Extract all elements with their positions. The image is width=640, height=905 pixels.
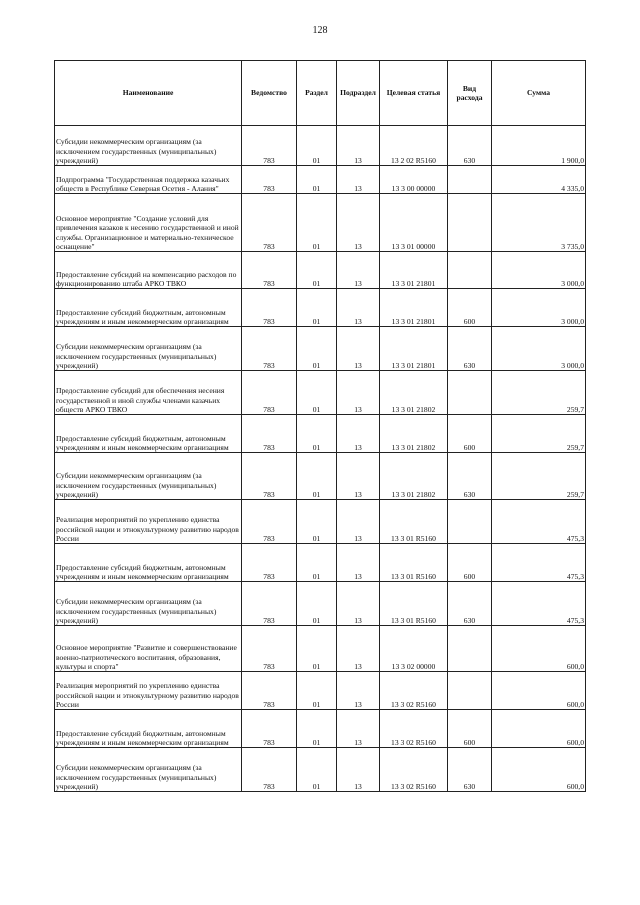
row-dept-cell: 783 (242, 626, 297, 672)
header-subsection: Подраздел (337, 61, 380, 126)
row-type-cell: 630 (448, 126, 492, 166)
row-name-cell: Реализация мероприятий по укреплению единства российской нации и этнокультурному развитию народов России (55, 500, 242, 544)
row-dept-cell: 783 (242, 710, 297, 748)
row-sum-cell: 475,3 (492, 500, 586, 544)
row-subsection-cell: 13 (337, 500, 380, 544)
table-row (55, 453, 586, 500)
row-section-cell: 01 (297, 500, 337, 544)
header-dept: Ведомство (242, 61, 297, 126)
row-type-cell (448, 672, 492, 710)
table-row (55, 126, 586, 166)
header-name: Наименование (55, 61, 242, 126)
row-subsection-cell: 13 (337, 582, 380, 626)
row-name-cell: Предоставление субсидий бюджетным, автономным учреждениям и иным некоммерческим организациям (55, 415, 242, 453)
table-row (55, 500, 586, 544)
row-type-cell (448, 500, 492, 544)
row-section-cell: 01 (297, 194, 337, 252)
row-target-cell: 13 3 02 R5160 (380, 710, 448, 748)
row-name-cell: Предоставление субсидий бюджетным, автономным учреждениям и иным некоммерческим организациям (55, 544, 242, 582)
row-subsection-cell: 13 (337, 126, 380, 166)
row-target-cell: 13 3 01 R5160 (380, 544, 448, 582)
row-type-cell: 630 (448, 453, 492, 500)
row-type-cell: 600 (448, 544, 492, 582)
row-sum-cell: 600,0 (492, 748, 586, 792)
row-name-cell: Основное мероприятие "Создание условий для привлечения казаков к несению государственной и иной службы. Организационное и материально-техническое оснащение" (55, 194, 242, 252)
row-name-cell: Субсидии некоммерческим организациям (за исключением государственных (муниципальных) учреждений) (55, 327, 242, 371)
row-type-cell (448, 626, 492, 672)
row-sum-cell: 475,3 (492, 544, 586, 582)
table-row (55, 166, 586, 194)
header-target: Целевая статья (380, 61, 448, 126)
row-target-cell: 13 3 01 21801 (380, 252, 448, 289)
row-subsection-cell: 13 (337, 453, 380, 500)
row-name-cell: Предоставление субсидий на компенсацию расходов по функционированию штаба АРКО ТВКО (55, 252, 242, 289)
row-sum-cell: 3 735,0 (492, 194, 586, 252)
row-type-cell: 600 (448, 710, 492, 748)
table-row (55, 327, 586, 371)
row-type-cell (448, 166, 492, 194)
row-subsection-cell: 13 (337, 166, 380, 194)
row-sum-cell: 3 000,0 (492, 289, 586, 327)
row-subsection-cell: 13 (337, 672, 380, 710)
row-name-cell: Предоставление субсидий для обеспечения несения государственной и иной службы членами казачьих обществ АРКО ТВКО (55, 371, 242, 415)
row-target-cell: 13 3 01 21802 (380, 453, 448, 500)
row-subsection-cell: 13 (337, 252, 380, 289)
row-name-cell: Подпрограмма "Государственная поддержка казачьих обществ в Республике Северная Осетия - Алания" (55, 166, 242, 194)
row-section-cell: 01 (297, 252, 337, 289)
row-section-cell: 01 (297, 710, 337, 748)
row-name-cell: Предоставление субсидий бюджетным, автономным учреждениям и иным некоммерческим организациям (55, 289, 242, 327)
table-row (55, 415, 586, 453)
row-subsection-cell: 13 (337, 194, 380, 252)
row-sum-cell: 3 000,0 (492, 252, 586, 289)
row-subsection-cell: 13 (337, 327, 380, 371)
row-sum-cell: 600,0 (492, 710, 586, 748)
row-type-cell: 600 (448, 415, 492, 453)
row-target-cell: 13 3 02 R5160 (380, 672, 448, 710)
row-sum-cell: 259,7 (492, 371, 586, 415)
row-target-cell: 13 3 00 00000 (380, 166, 448, 194)
row-dept-cell: 783 (242, 415, 297, 453)
table-row (55, 194, 586, 252)
row-subsection-cell: 13 (337, 626, 380, 672)
row-type-cell (448, 371, 492, 415)
table-row (55, 252, 586, 289)
row-dept-cell: 783 (242, 327, 297, 371)
row-target-cell: 13 3 02 R5160 (380, 748, 448, 792)
row-dept-cell: 783 (242, 748, 297, 792)
row-dept-cell: 783 (242, 194, 297, 252)
row-dept-cell: 783 (242, 371, 297, 415)
row-section-cell: 01 (297, 626, 337, 672)
row-sum-cell: 1 900,0 (492, 126, 586, 166)
row-name-cell: Основное мероприятие "Развитие и совершенствование военно-патриотического воспитания, образования, культуры и спорта" (55, 626, 242, 672)
row-dept-cell: 783 (242, 252, 297, 289)
row-type-cell: 630 (448, 327, 492, 371)
table-row (55, 544, 586, 582)
row-section-cell: 01 (297, 453, 337, 500)
row-name-cell: Предоставление субсидий бюджетным, автономным учреждениям и иным некоммерческим организациям (55, 710, 242, 748)
row-sum-cell: 4 335,0 (492, 166, 586, 194)
row-dept-cell: 783 (242, 582, 297, 626)
page-number: 128 (312, 25, 328, 36)
row-subsection-cell: 13 (337, 544, 380, 582)
row-target-cell: 13 3 02 00000 (380, 626, 448, 672)
row-section-cell: 01 (297, 748, 337, 792)
row-section-cell: 01 (297, 289, 337, 327)
row-dept-cell: 783 (242, 672, 297, 710)
row-target-cell: 13 3 01 21802 (380, 415, 448, 453)
table-row (55, 626, 586, 672)
row-section-cell: 01 (297, 371, 337, 415)
row-target-cell: 13 2 02 R5160 (380, 126, 448, 166)
table-row (55, 289, 586, 327)
row-sum-cell: 259,7 (492, 415, 586, 453)
table-row (55, 582, 586, 626)
row-name-cell: Субсидии некоммерческим организациям (за исключением государственных (муниципальных) учреждений) (55, 453, 242, 500)
row-name-cell: Реализация мероприятий по укреплению единства российской нации и этнокультурному развитию народов России (55, 672, 242, 710)
budget-table (54, 60, 586, 792)
row-name-cell: Субсидии некоммерческим организациям (за исключением государственных (муниципальных) учреждений) (55, 582, 242, 626)
row-section-cell: 01 (297, 327, 337, 371)
table-header-row (55, 61, 586, 126)
row-section-cell: 01 (297, 672, 337, 710)
row-target-cell: 13 3 01 00000 (380, 194, 448, 252)
row-target-cell: 13 3 01 21802 (380, 371, 448, 415)
row-sum-cell: 475,3 (492, 582, 586, 626)
row-section-cell: 01 (297, 544, 337, 582)
row-sum-cell: 3 000,0 (492, 327, 586, 371)
row-section-cell: 01 (297, 415, 337, 453)
row-dept-cell: 783 (242, 289, 297, 327)
row-target-cell: 13 3 01 21801 (380, 289, 448, 327)
row-dept-cell: 783 (242, 453, 297, 500)
table-row (55, 748, 586, 792)
table-row (55, 672, 586, 710)
row-target-cell: 13 3 01 R5160 (380, 500, 448, 544)
header-sum: Сумма (492, 61, 586, 126)
row-type-cell: 600 (448, 289, 492, 327)
row-subsection-cell: 13 (337, 748, 380, 792)
row-type-cell: 630 (448, 582, 492, 626)
row-type-cell (448, 194, 492, 252)
row-sum-cell: 259,7 (492, 453, 586, 500)
row-name-cell: Субсидии некоммерческим организациям (за исключением государственных (муниципальных) учреждений) (55, 126, 242, 166)
row-dept-cell: 783 (242, 126, 297, 166)
header-section: Раздел (297, 61, 337, 126)
row-subsection-cell: 13 (337, 415, 380, 453)
row-dept-cell: 783 (242, 500, 297, 544)
row-type-cell: 630 (448, 748, 492, 792)
row-section-cell: 01 (297, 126, 337, 166)
row-subsection-cell: 13 (337, 371, 380, 415)
row-target-cell: 13 3 01 21801 (380, 327, 448, 371)
row-type-cell (448, 252, 492, 289)
row-target-cell: 13 3 01 R5160 (380, 582, 448, 626)
row-dept-cell: 783 (242, 166, 297, 194)
row-section-cell: 01 (297, 166, 337, 194)
row-subsection-cell: 13 (337, 710, 380, 748)
table-row (55, 710, 586, 748)
row-sum-cell: 600,0 (492, 672, 586, 710)
row-dept-cell: 783 (242, 544, 297, 582)
row-name-cell: Субсидии некоммерческим организациям (за исключением государственных (муниципальных) учреждений) (55, 748, 242, 792)
header-expense-type: Вид расхода (448, 61, 492, 126)
row-subsection-cell: 13 (337, 289, 380, 327)
row-section-cell: 01 (297, 582, 337, 626)
row-sum-cell: 600,0 (492, 626, 586, 672)
table-row (55, 371, 586, 415)
